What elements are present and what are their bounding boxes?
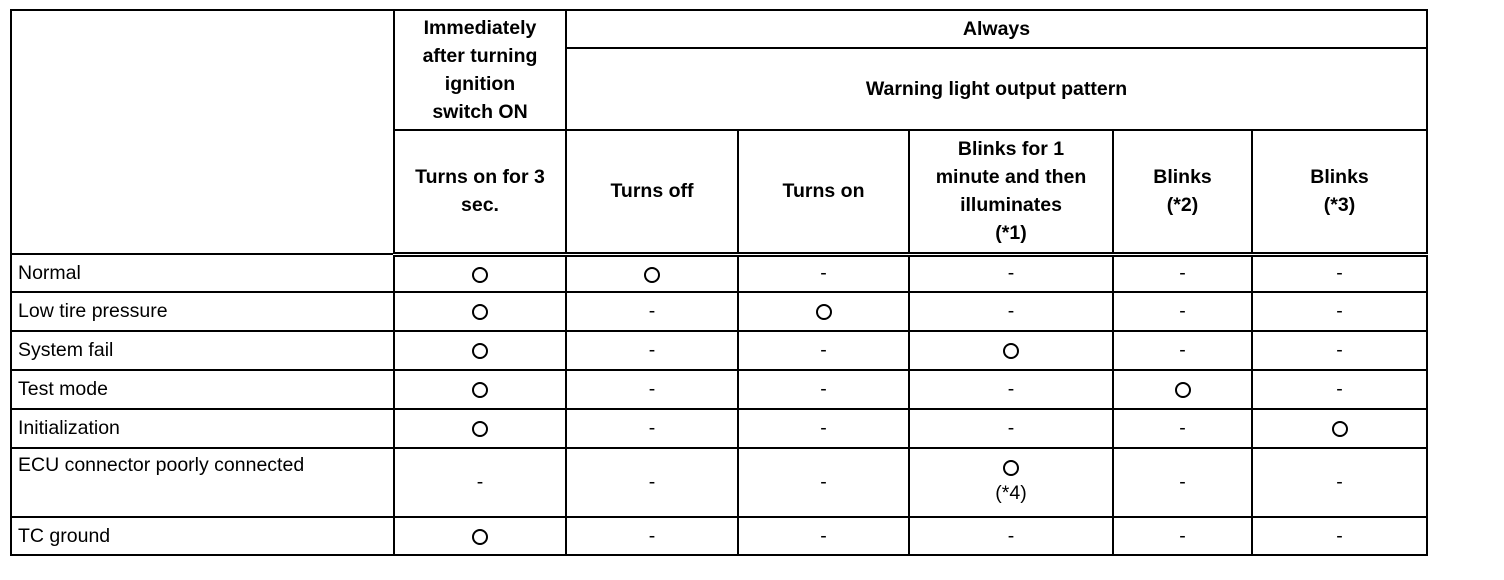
row-cell bbox=[1113, 517, 1252, 555]
circle-mark-icon bbox=[472, 267, 488, 283]
row-cell bbox=[1252, 370, 1427, 409]
circle-mark-icon bbox=[472, 529, 488, 545]
dash-mark: - bbox=[648, 471, 656, 493]
row-cell bbox=[909, 409, 1113, 448]
row-cell bbox=[394, 448, 566, 517]
circle-mark-icon bbox=[472, 343, 488, 359]
row-cell bbox=[1252, 292, 1427, 331]
row-label: Initialization bbox=[11, 409, 394, 448]
header-immediately: Immediately after turning ignition switch ON bbox=[394, 10, 566, 130]
dash-mark: - bbox=[648, 339, 656, 361]
dash-mark: - bbox=[1179, 339, 1186, 361]
dash-mark: - bbox=[1007, 378, 1015, 400]
circle-mark-icon bbox=[1332, 421, 1348, 437]
row-cell bbox=[738, 331, 909, 370]
row-label: System fail bbox=[11, 331, 394, 370]
row-cell bbox=[1113, 254, 1252, 292]
row-label: Test mode bbox=[11, 370, 394, 409]
row-cell bbox=[738, 448, 909, 517]
header-blank-cell bbox=[11, 10, 394, 254]
table-row bbox=[11, 517, 1427, 555]
row-cell bbox=[1113, 331, 1252, 370]
dash-mark: - bbox=[648, 524, 656, 547]
cell-footnote: (*4) bbox=[995, 482, 1027, 504]
dash-mark: - bbox=[1336, 339, 1343, 361]
row-cell bbox=[1113, 370, 1252, 409]
subheader-blinks-1min: Blinks for 1 minute and then illuminates (*1) bbox=[909, 130, 1113, 254]
row-cell bbox=[1113, 448, 1252, 517]
dash-mark: - bbox=[1179, 524, 1186, 547]
dash-mark: - bbox=[1179, 471, 1186, 493]
dash-mark: - bbox=[1179, 262, 1186, 285]
row-cell bbox=[909, 370, 1113, 409]
dash-mark: - bbox=[648, 417, 656, 439]
subheader-blinks-2: Blinks (*2) bbox=[1113, 130, 1252, 254]
dash-mark: - bbox=[820, 471, 827, 493]
header-always: Always bbox=[566, 10, 1427, 48]
dash-mark: - bbox=[1007, 262, 1015, 285]
dash-mark: - bbox=[1336, 378, 1343, 400]
row-label: TC ground bbox=[11, 517, 394, 555]
row-cell bbox=[1252, 254, 1427, 292]
row-cell bbox=[1252, 409, 1427, 448]
subheader-turns-off: Turns off bbox=[566, 130, 738, 254]
row-cell bbox=[566, 292, 738, 331]
dash-mark: - bbox=[648, 378, 656, 400]
dash-mark: - bbox=[820, 378, 827, 400]
dash-mark: - bbox=[1007, 300, 1015, 322]
row-cell bbox=[738, 409, 909, 448]
table-row bbox=[11, 370, 1427, 409]
dash-mark: - bbox=[820, 262, 827, 285]
circle-mark-icon bbox=[816, 304, 832, 320]
row-cell bbox=[1252, 448, 1427, 517]
row-cell bbox=[394, 331, 566, 370]
dash-mark: - bbox=[1179, 300, 1186, 322]
row-cell bbox=[394, 292, 566, 331]
row-label: ECU connector poorly connected bbox=[11, 448, 394, 517]
row-cell bbox=[394, 517, 566, 555]
row-cell bbox=[738, 370, 909, 409]
dash-mark: - bbox=[820, 524, 827, 547]
row-cell bbox=[566, 331, 738, 370]
row-cell bbox=[909, 254, 1113, 292]
circle-mark-icon bbox=[472, 382, 488, 398]
row-cell bbox=[738, 254, 909, 292]
dash-mark: - bbox=[1179, 417, 1186, 439]
row-cell bbox=[909, 292, 1113, 331]
row-cell bbox=[566, 448, 738, 517]
circle-mark-icon bbox=[644, 267, 660, 283]
warning-light-table bbox=[10, 9, 1428, 556]
row-cell bbox=[566, 517, 738, 555]
dash-mark: - bbox=[1336, 262, 1343, 285]
row-cell bbox=[566, 370, 738, 409]
dash-mark: - bbox=[648, 300, 656, 322]
row-label: Normal bbox=[11, 254, 394, 292]
dash-mark: - bbox=[1336, 300, 1343, 322]
circle-mark-icon bbox=[472, 421, 488, 437]
row-cell bbox=[1113, 292, 1252, 331]
table-body bbox=[11, 254, 1427, 555]
circle-mark-icon bbox=[1175, 382, 1191, 398]
dash-mark: - bbox=[1007, 417, 1015, 439]
table-row bbox=[11, 448, 1427, 517]
header-warning-pattern: Warning light output pattern bbox=[566, 48, 1427, 130]
subheader-turns-on: Turns on bbox=[738, 130, 909, 254]
row-cell bbox=[394, 254, 566, 292]
row-cell bbox=[394, 370, 566, 409]
dash-mark: - bbox=[1336, 471, 1343, 493]
row-cell bbox=[394, 409, 566, 448]
circle-mark-icon bbox=[1003, 343, 1019, 359]
circle-mark-icon bbox=[1003, 460, 1019, 476]
row-label: Low tire pressure bbox=[11, 292, 394, 331]
row-cell bbox=[1252, 331, 1427, 370]
row-cell bbox=[1252, 517, 1427, 555]
row-cell bbox=[738, 292, 909, 331]
table-row bbox=[11, 292, 1427, 331]
table-row bbox=[11, 331, 1427, 370]
row-cell bbox=[909, 331, 1113, 370]
subheader-blinks-3: Blinks (*3) bbox=[1252, 130, 1427, 254]
subheader-turns-on-3sec: Turns on for 3 sec. bbox=[394, 130, 566, 254]
row-cell bbox=[566, 254, 738, 292]
row-cell bbox=[738, 517, 909, 555]
table-row bbox=[11, 254, 1427, 292]
row-cell bbox=[566, 409, 738, 448]
row-cell bbox=[1113, 409, 1252, 448]
dash-mark: - bbox=[820, 417, 827, 439]
table-row bbox=[11, 409, 1427, 448]
dash-mark: - bbox=[1336, 524, 1343, 547]
dash-mark: - bbox=[820, 339, 827, 361]
row-cell bbox=[909, 448, 1113, 517]
dash-mark: - bbox=[476, 471, 484, 493]
dash-mark: - bbox=[1007, 524, 1015, 547]
circle-mark-icon bbox=[472, 304, 488, 320]
row-cell bbox=[909, 517, 1113, 555]
